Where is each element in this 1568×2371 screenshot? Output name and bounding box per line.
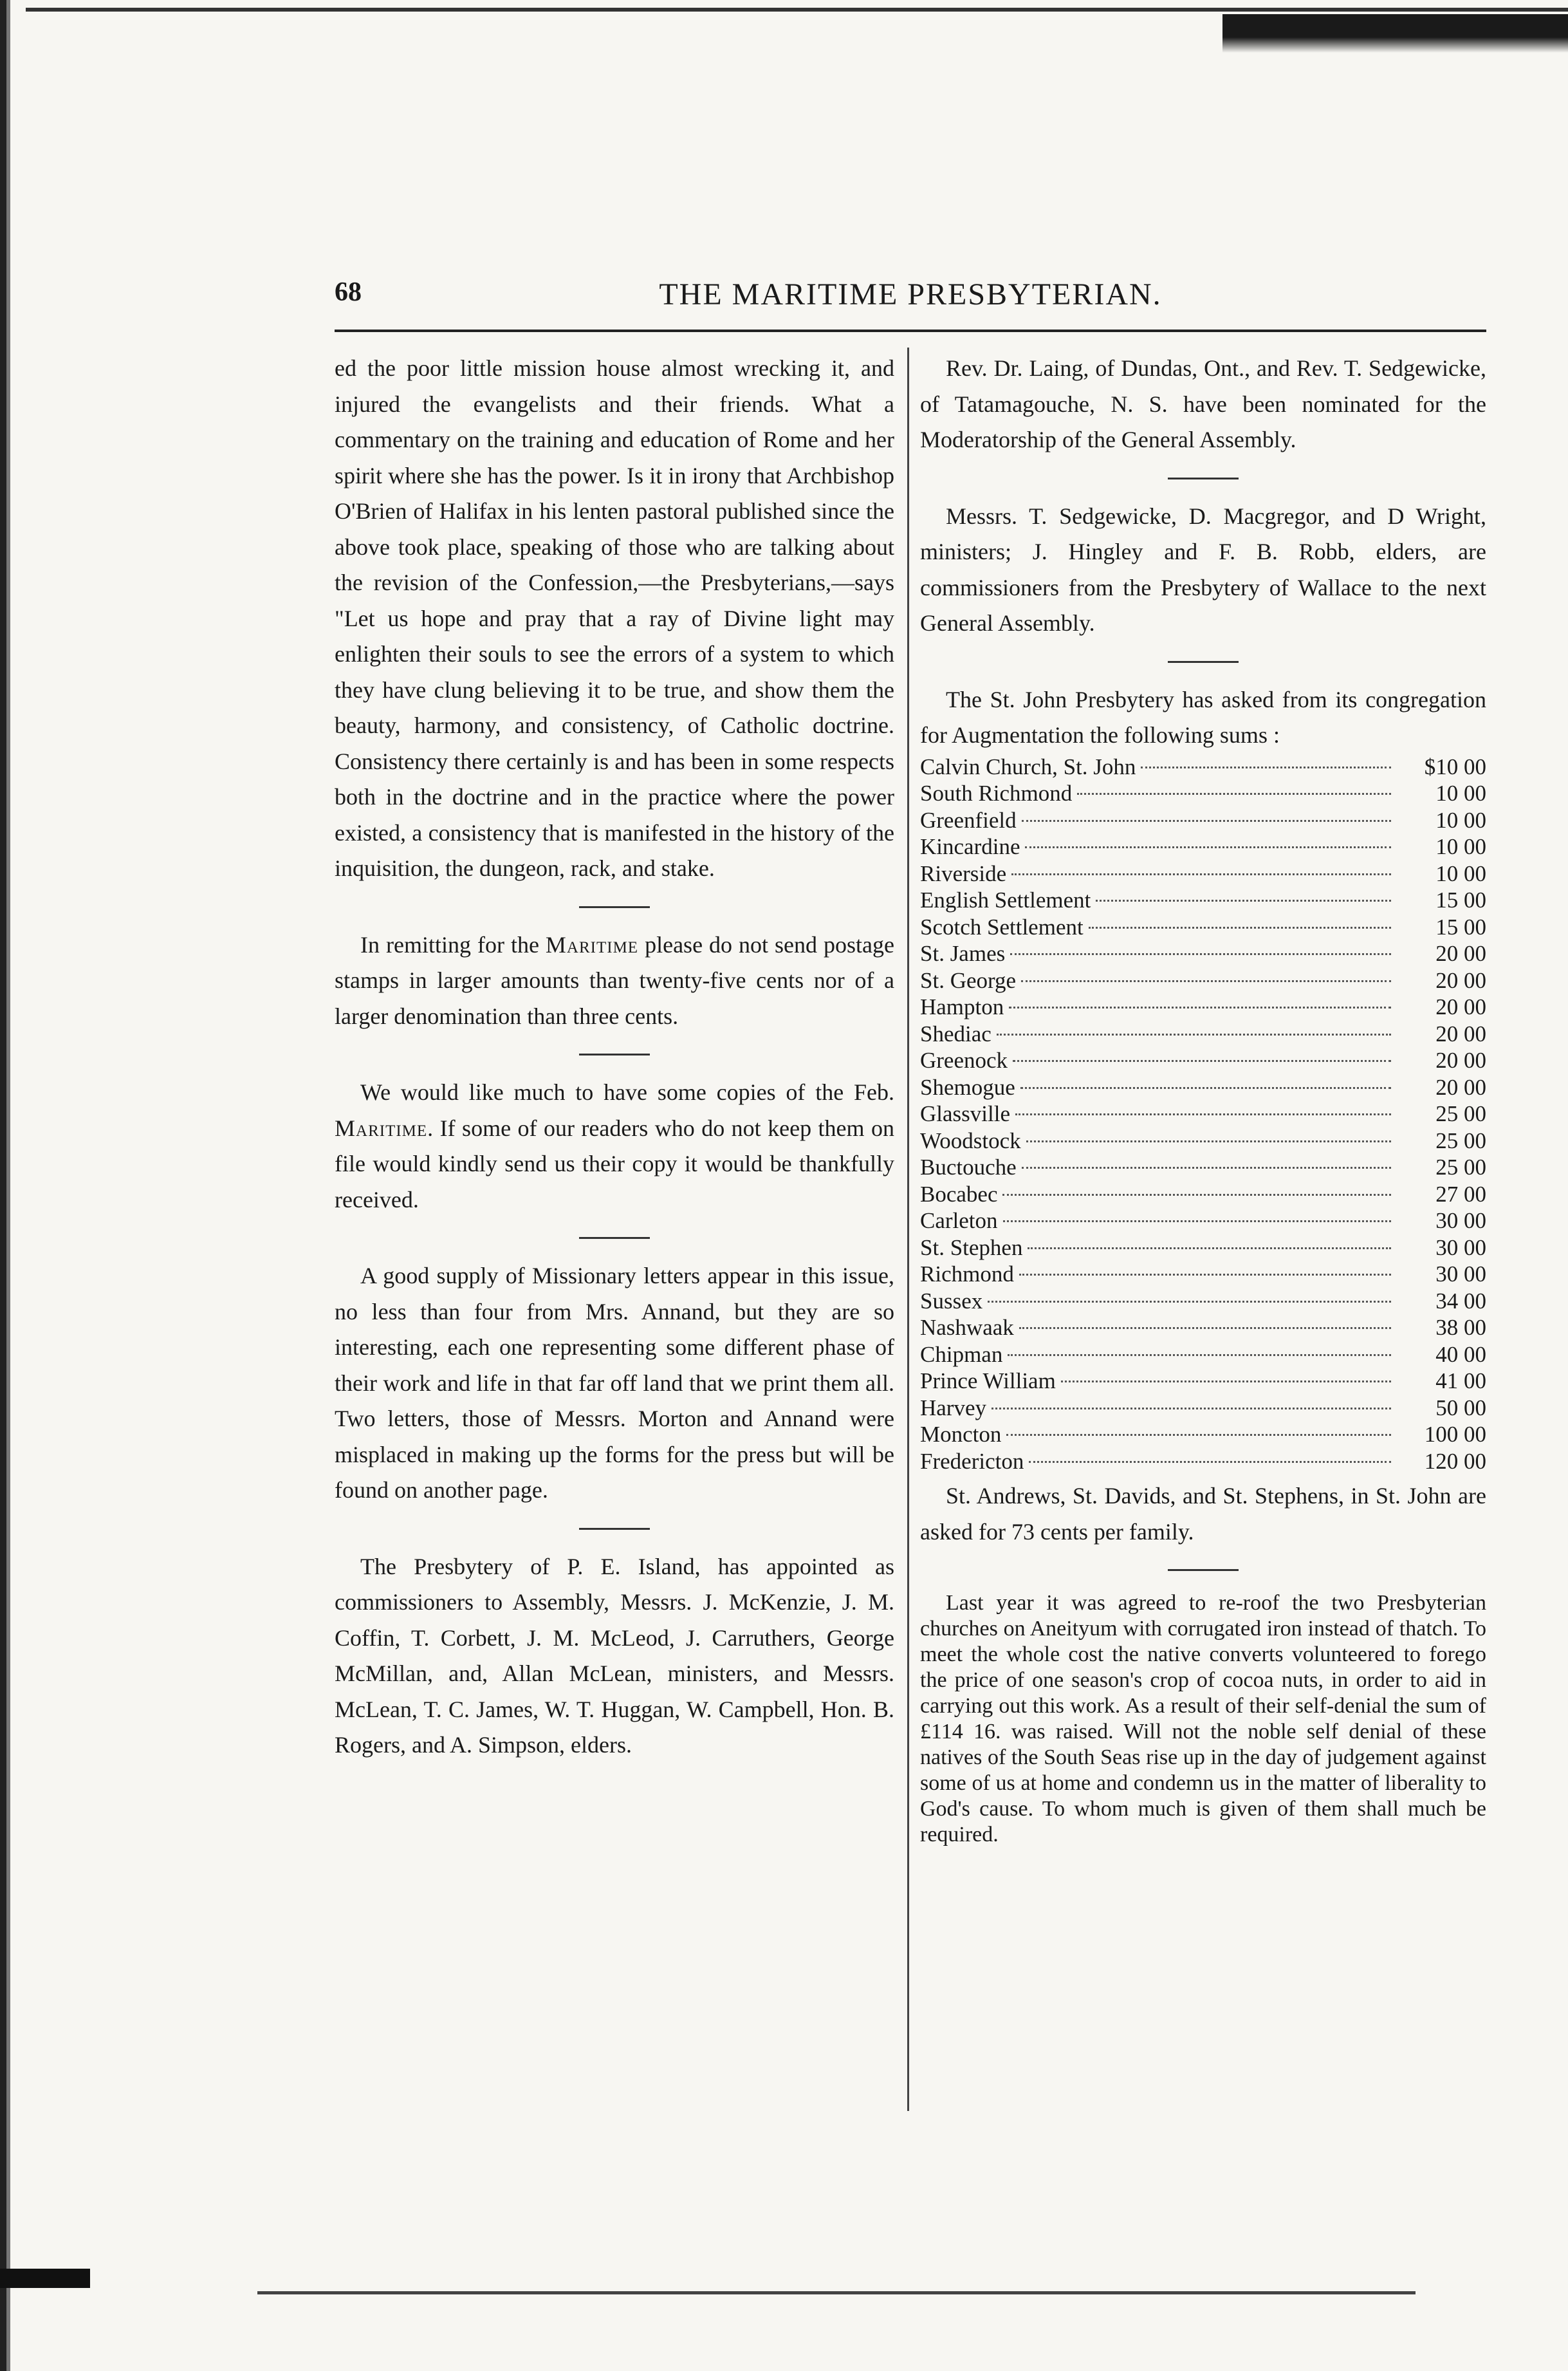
leader-dots (1096, 900, 1391, 902)
table-row (920, 914, 1486, 941)
amount: 20 00 (1435, 941, 1486, 966)
leader-dots (1003, 1220, 1391, 1222)
congregation-name: Moncton (920, 1422, 1002, 1447)
congregation-name: Carleton (920, 1208, 998, 1233)
scan-top-edge (26, 8, 1568, 12)
congregation-name: Fredericton (920, 1448, 1024, 1474)
table-row (920, 967, 1486, 994)
amount: 20 00 (1435, 1048, 1486, 1073)
leader-dots (1015, 1113, 1391, 1115)
notice-augmentation: The St. John Presbytery has asked from its congregation for Augmentation the following sums : (920, 686, 1486, 748)
separator (1168, 1569, 1239, 1571)
page-header (335, 277, 1486, 322)
leader-dots (1022, 820, 1391, 822)
table-row (920, 1234, 1486, 1261)
congregation-name: English Settlement (920, 888, 1091, 913)
leader-dots (1021, 980, 1391, 982)
leader-dots (1002, 1194, 1391, 1196)
table-row (920, 1368, 1486, 1395)
leader-dots (992, 1408, 1391, 1409)
table-row (920, 807, 1486, 834)
amount: 50 00 (1435, 1395, 1486, 1420)
congregation-name: South Richmond (920, 781, 1073, 806)
table-row (920, 1154, 1486, 1181)
table-row (920, 1261, 1486, 1288)
notice-pei-commissioners: The Presbytery of P. E. Island, has appointed as commissioners to Assembly, Messrs. J. McKenzie, J. M. Coffin, T. Corbett, J. M. McLeod, J. Carruthers, George McMillan, and, Allan McLean, ministers, and Messrs. McLean, T. C. James, W. T. Huggan, W. Campbell, Hon. B. Rogers, and A. Simpson, elders. (335, 1553, 894, 1758)
amount: 25 00 (1435, 1128, 1486, 1153)
amount: 120 00 (1424, 1448, 1486, 1474)
table-row (920, 1314, 1486, 1341)
article-aneityum-reroof: Last year it was agreed to re-roof the two Presbyterian churches on Aneityum with corrugated iron instead of thatch. To meet the whole cost the native converts volunteered to forego the price of one season's crop of cocoa nuts, in order to aid in carrying out this work. As a result of their self-denial the sum of £114 16. was raised. Will not the noble self denial of these natives of the South Seas rise up in the day of judgement against some of us at home and condemn us in the matter of liberality to God's cause. To whom much is given of them shall much be required. (920, 1591, 1486, 1846)
column-rule (907, 348, 909, 2111)
notice-per-family: St. Andrews, St. Davids, and St. Stephens, in St. John are asked for 73 cents per family. (920, 1483, 1486, 1545)
table-row (920, 1288, 1486, 1315)
leader-dots (1019, 1327, 1391, 1329)
amount: 20 00 (1435, 1021, 1486, 1046)
amount: 30 00 (1435, 1261, 1486, 1287)
congregation-name: Riverside (920, 860, 1007, 886)
header-rule (335, 330, 1486, 332)
congregation-name: Bocabec (920, 1181, 998, 1207)
separator (1168, 661, 1239, 663)
amount: 38 00 (1435, 1315, 1486, 1340)
leader-dots (1011, 873, 1391, 875)
congregation-name: Harvey (920, 1395, 987, 1420)
page-number: 68 (335, 277, 362, 307)
table-row (920, 994, 1486, 1021)
table-row (920, 1074, 1486, 1101)
scan-left-edge (0, 0, 6, 2371)
leader-dots (1022, 1167, 1391, 1169)
congregation-name: Woodstock (920, 1128, 1021, 1153)
leader-dots (1010, 953, 1391, 955)
congregation-name: Chipman (920, 1341, 1003, 1367)
table-row (920, 1047, 1486, 1074)
article-rome-consistency: ed the poor little mission house almost wrecking it, and injured the evangelists and their friends. What a commentary on the training and education of Rome and her spirit where she has the power. Is it in irony that Archbishop O'Brien of Halifax in his lenten pastoral published since the above took place, speaking of those who are talking about the revision of the Confession,—the Presbyterians,—says "Let us hope and pray that a ray of Divine light may enlighten their souls to see the errors of a system to which they have clung believing it to be true, and show them the beauty, harmony, and consistency, of Catholic doctrine. Consistency there certainly is and has been in some respects both in the doctrine and in the practice where the power existed, a consistency that is manifested in the history of the inquisition, the dungeon, rack, and stake. (335, 355, 894, 881)
congregation-name: Greenock (920, 1048, 1008, 1073)
amount: 34 00 (1435, 1288, 1486, 1314)
separator (579, 906, 650, 908)
table-row (920, 1207, 1486, 1234)
leader-dots (1028, 1247, 1391, 1249)
table-row (920, 1448, 1486, 1475)
table-row (920, 1421, 1486, 1448)
amount: 30 00 (1435, 1234, 1486, 1260)
table-row (920, 1181, 1486, 1208)
table-row (920, 1101, 1486, 1128)
amount: 25 00 (1435, 1155, 1486, 1180)
table-row (920, 940, 1486, 967)
separator (579, 1528, 650, 1530)
leader-dots (1089, 927, 1391, 929)
amount: $10 00 (1424, 754, 1486, 779)
leader-dots (1008, 1354, 1391, 1356)
congregation-name: Prince William (920, 1368, 1056, 1393)
amount: 27 00 (1435, 1181, 1486, 1207)
separator (1168, 478, 1239, 479)
right-column (920, 351, 1486, 1848)
leader-dots (1029, 1461, 1391, 1463)
leader-dots (1013, 1060, 1391, 1062)
leader-dots (1061, 1381, 1391, 1382)
table-row (920, 754, 1486, 781)
leader-dots (1019, 1274, 1391, 1276)
congregation-name: Glassville (920, 1101, 1010, 1126)
table-row (920, 1341, 1486, 1368)
leader-dots (1026, 1140, 1391, 1142)
congregation-name: Shemogue (920, 1074, 1015, 1100)
notice-copies-request: We would like much to have some copies of the Feb. Maritime. If some of our readers who do not keep them on file would kindly send us their copy it would be thankfully received. (335, 1079, 894, 1213)
table-row (920, 860, 1486, 888)
leader-dots (1077, 793, 1391, 795)
table-row (920, 1395, 1486, 1422)
table-row (920, 887, 1486, 914)
leader-dots (1006, 1434, 1391, 1436)
congregation-name: St. George (920, 967, 1017, 993)
scan-bottom-edge (257, 2291, 1416, 2294)
notice-wallace-commissioners: Messrs. T. Sedgewicke, D. Macgregor, and D Wright, ministers; J. Hingley and F. B. Robb, elders, are commissioners from the Presbytery of Wallace to the next General Assembly. (920, 503, 1486, 636)
scan-bottom-left-mark (0, 2269, 90, 2288)
notice-remitting: In remitting for the Maritime please do not send postage stamps in larger amounts than twenty-five cents nor of a larger denomination than three cents. (335, 931, 894, 1029)
amount: 15 00 (1435, 914, 1486, 940)
amount: 10 00 (1435, 807, 1486, 833)
amount: 100 00 (1424, 1422, 1486, 1447)
table-row (920, 1021, 1486, 1048)
congregation-name: Buctouche (920, 1155, 1017, 1180)
table-row (920, 833, 1486, 860)
amount: 30 00 (1435, 1208, 1486, 1233)
congregation-name: Sussex (920, 1288, 983, 1314)
congregation-name: Calvin Church, St. John (920, 754, 1136, 779)
scan-left-edge-shadow (6, 0, 10, 2371)
congregation-name: St. Stephen (920, 1234, 1023, 1260)
amount: 25 00 (1435, 1101, 1486, 1126)
left-column (335, 351, 894, 1763)
congregation-name: Hampton (920, 994, 1004, 1019)
running-head: THE MARITIME PRESBYTERIAN. (659, 277, 1162, 311)
table-row (920, 780, 1486, 807)
separator (579, 1237, 650, 1239)
amount: 20 00 (1435, 1074, 1486, 1100)
notice-missionary-letters: A good supply of Missionary letters appear in this issue, no less than four from Mrs. Annand, but they are so interesting, each one representing some different phase of their work and life in that far off land that we print them all. Two letters, those of Messrs. Morton and Annand were misplaced in making up the forms for the press but will be found on another page. (335, 1263, 894, 1503)
amount: 41 00 (1435, 1368, 1486, 1393)
congregation-name: Kincardine (920, 834, 1020, 859)
leader-dots (1025, 846, 1391, 848)
notice-moderatorship: Rev. Dr. Laing, of Dundas, Ont., and Rev. T. Sedgewicke, of Tatamagouche, N. S. have been nominated for the Moderatorship of the General Assembly. (920, 355, 1486, 452)
leader-dots (997, 1034, 1391, 1036)
amount: 20 00 (1435, 994, 1486, 1019)
congregation-name: Greenfield (920, 807, 1017, 833)
amount: 10 00 (1435, 834, 1486, 859)
amount: 20 00 (1435, 967, 1486, 993)
table-row (920, 1128, 1486, 1155)
augmentation-sums-table (920, 754, 1486, 1475)
amount: 10 00 (1435, 860, 1486, 886)
leader-dots (1141, 767, 1391, 768)
separator (579, 1054, 650, 1055)
congregation-name: Shediac (920, 1021, 992, 1046)
leader-dots (1020, 1087, 1391, 1089)
amount: 15 00 (1435, 888, 1486, 913)
leader-dots (1009, 1007, 1391, 1009)
congregation-name: Nashwaak (920, 1315, 1014, 1340)
leader-dots (988, 1301, 1391, 1303)
congregation-name: Scotch Settlement (920, 914, 1084, 940)
amount: 40 00 (1435, 1341, 1486, 1367)
amount: 10 00 (1435, 781, 1486, 806)
congregation-name: Richmond (920, 1261, 1014, 1287)
scan-top-right-shadow (1222, 14, 1568, 53)
congregation-name: St. James (920, 941, 1006, 966)
